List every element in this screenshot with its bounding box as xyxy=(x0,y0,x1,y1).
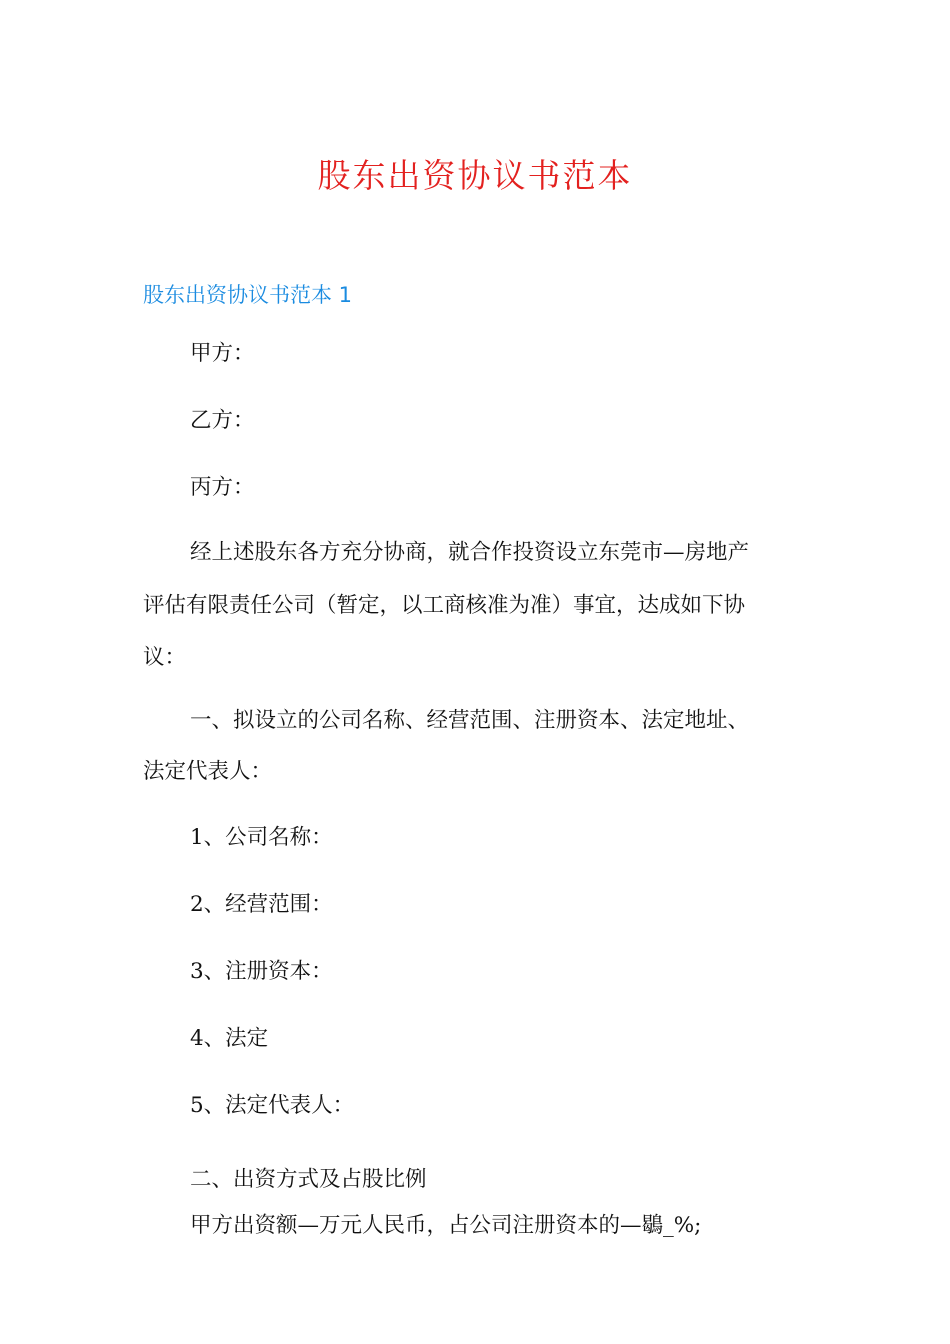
item-registered-capital: 3、注册资本： xyxy=(190,959,333,984)
intro-paragraph-line-3: 议： xyxy=(143,645,187,670)
clause-2-text: 甲方出资额—万元人民币，占公司注册资本的—鶡_%; xyxy=(190,1213,702,1238)
item-company-name: 1、公司名称： xyxy=(190,825,333,850)
clause-1-line-1: 一、拟设立的公司名称、经营范围、注册资本、法定地址、 xyxy=(190,708,750,733)
intro-paragraph-line-1: 经上述股东各方充分协商，就合作投资设立东莞市—房地产 xyxy=(190,540,750,565)
clause-2-heading: 二、出资方式及占股比例 xyxy=(190,1167,427,1192)
item-legal-representative: 5、法定代表人： xyxy=(190,1093,355,1118)
item-business-scope: 2、经营范围： xyxy=(190,892,333,917)
clause-1-line-2: 法定代表人： xyxy=(143,759,273,784)
party-c-line: 丙方： xyxy=(190,475,255,500)
party-a-line: 甲方： xyxy=(190,341,255,366)
item-legal-address: 4、法定 xyxy=(190,1026,269,1051)
section-heading: 股东出资协议书范本 1 xyxy=(143,283,353,307)
document-title: 股东出资协议书范本 xyxy=(317,156,633,195)
party-b-line: 乙方： xyxy=(190,408,255,433)
intro-paragraph-line-2: 评估有限责任公司（暂定，以工商核准为准）事宜，达成如下协 xyxy=(143,593,746,618)
